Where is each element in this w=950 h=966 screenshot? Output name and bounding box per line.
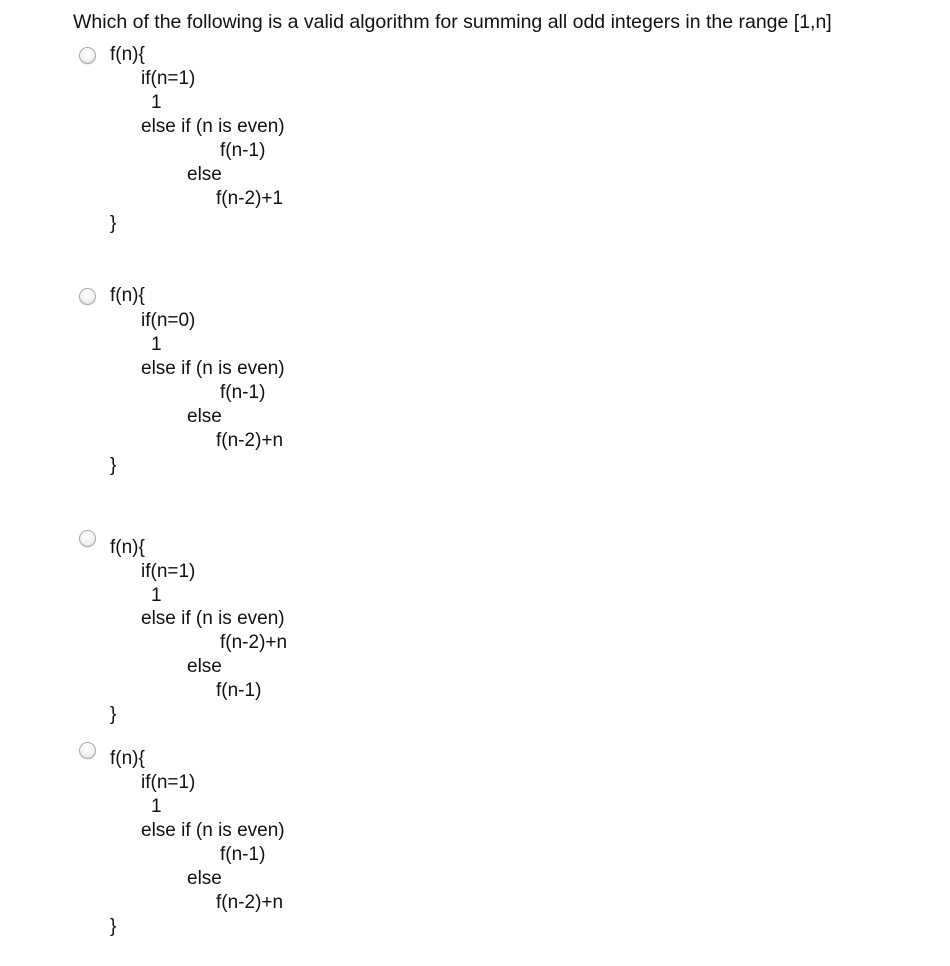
option-2-base-value: 1 [151,334,162,355]
option-1-close-brace: } [110,213,117,234]
option-4-odd-branch: f(n-2)+n [216,892,284,913]
option-1-else: else [187,164,222,185]
option-2-close-brace: } [110,455,117,476]
option-2-condition: if(n=0) [141,310,196,331]
option-4-even-branch: f(n-1) [220,844,266,865]
question-text: Which of the following is a valid algorithm for summing all odd integers in the range [1,n] [73,11,832,33]
option-1-even-branch: f(n-1) [220,140,266,161]
option-3-radio[interactable] [79,530,96,547]
option-3-else-if: else if (n is even) [141,608,285,629]
option-4-else-if: else if (n is even) [141,820,285,841]
option-4-condition: if(n=1) [141,772,196,793]
option-2-radio[interactable] [79,288,96,305]
option-3-odd-branch: f(n-1) [216,680,262,701]
option-1-header: f(n){ [110,44,145,65]
option-1-base-value: 1 [151,92,162,113]
option-3-header: f(n){ [110,537,145,558]
option-4-radio[interactable] [79,742,96,759]
option-1-odd-branch: f(n-2)+1 [216,188,284,209]
option-3-even-branch: f(n-2)+n [220,632,288,653]
option-1-condition: if(n=1) [141,68,196,89]
option-3-else: else [187,656,222,677]
option-4-close-brace: } [110,916,117,937]
option-3-close-brace: } [110,704,117,725]
option-2-header: f(n){ [110,285,145,306]
option-2-else: else [187,406,222,427]
option-4-base-value: 1 [151,796,162,817]
option-1-radio[interactable] [79,47,96,64]
option-1-else-if: else if (n is even) [141,116,285,137]
option-2-odd-branch: f(n-2)+n [216,430,284,451]
option-2-even-branch: f(n-1) [220,382,266,403]
option-3-base-value: 1 [151,585,162,606]
option-4-else: else [187,868,222,889]
option-2-else-if: else if (n is even) [141,358,285,379]
option-4-header: f(n){ [110,748,145,769]
option-3-condition: if(n=1) [141,561,196,582]
